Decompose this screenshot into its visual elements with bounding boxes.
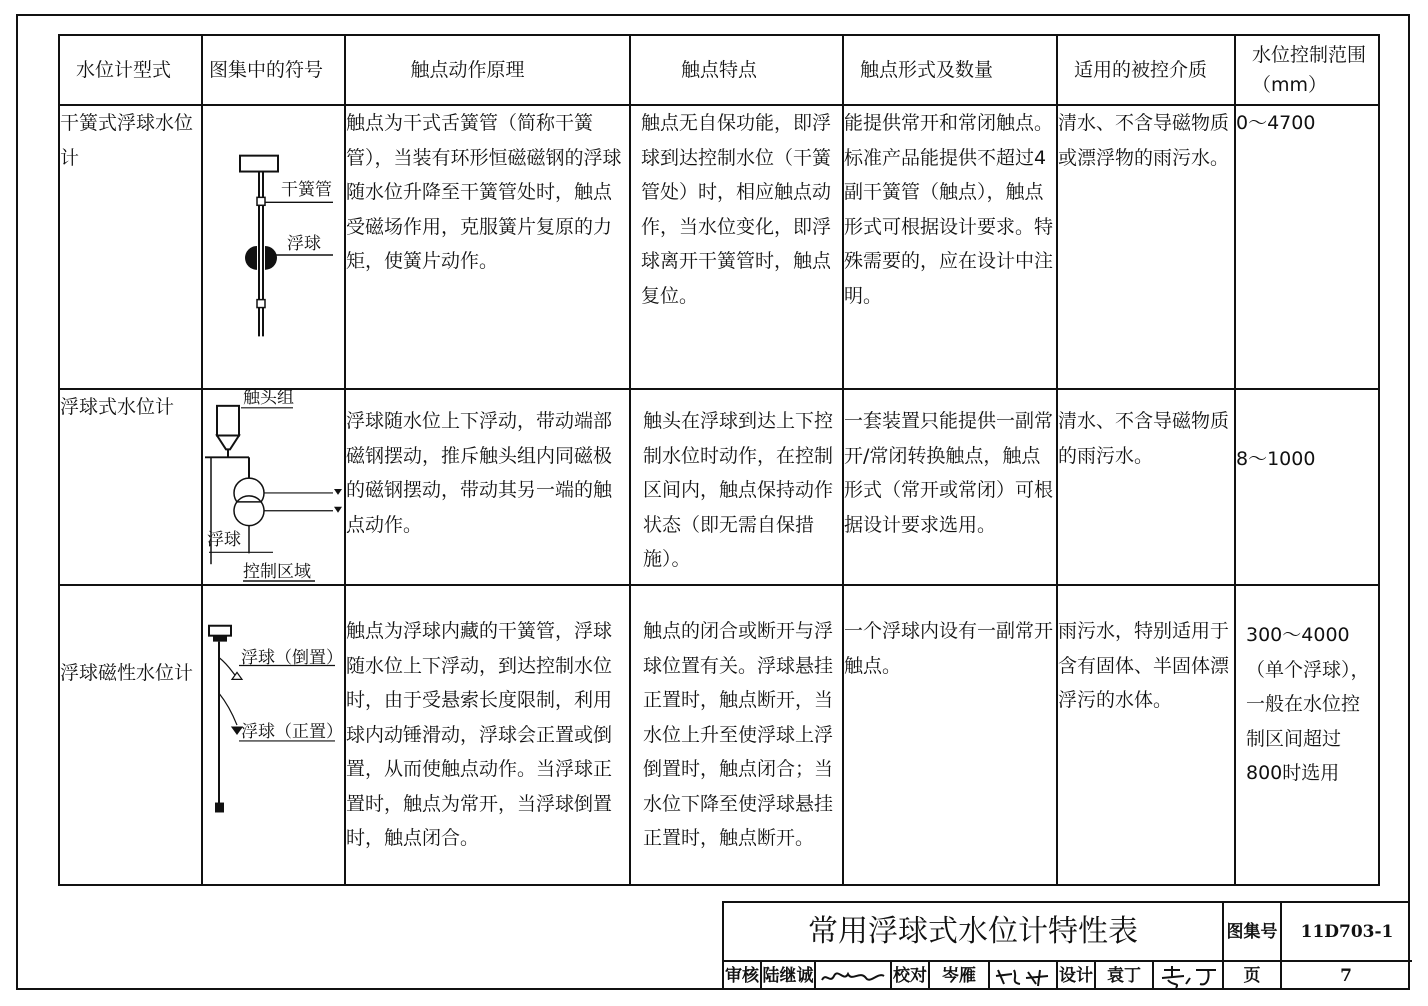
atlas-number: 11D703-1 [1282, 903, 1412, 962]
row1-symbol [202, 105, 345, 389]
header-principle: 触点动作原理 [345, 35, 630, 105]
page-label: 页 [1224, 962, 1282, 990]
signature-row [724, 962, 1410, 990]
drawing-title: 常用浮球式水位计特性表 [724, 903, 1224, 962]
design-label: 设计 [1058, 962, 1096, 990]
page-number: 7 [1340, 966, 1352, 986]
row2-symbol [202, 389, 345, 585]
float-upright-label: 浮球（正置） [241, 722, 343, 742]
float-label: 浮球 [287, 234, 321, 254]
checker-signature [990, 962, 1058, 990]
title-block [722, 901, 1410, 990]
table-row [59, 585, 1379, 885]
header-feature: 触点特点 [630, 35, 843, 105]
reviewer-name: 陆继诚 [762, 962, 816, 990]
row3-type: 浮球磁性水位计 [59, 585, 202, 885]
row3-range: 300～4000（单个浮球），一般在水位控制区间超过800时选用 [1235, 585, 1379, 885]
row1-media: 清水、不含导磁物质或漂浮物的雨污水。 [1057, 105, 1235, 389]
float-switch-symbol [203, 390, 345, 584]
atlas-number-label: 图集号 [1224, 903, 1282, 962]
row2-type: 浮球式水位计 [59, 389, 202, 585]
table-row [59, 389, 1379, 585]
checker-name: 岑雁 [930, 962, 990, 990]
row1-form: 能提供常开和常闭触点。标准产品能提供不超过4副干簧管（触点），触点形式可根据设计要求。特殊需要的，应在设计中注明。 [843, 105, 1057, 389]
contact-group-label: 触头组 [243, 388, 294, 408]
reed-float-symbol [203, 106, 345, 388]
header-row [59, 35, 1379, 105]
row1-range: 0～4700 [1235, 105, 1379, 389]
designer-signature-mark [1156, 964, 1222, 988]
check-label: 校对 [892, 962, 930, 990]
row2-form: 一套装置只能提供一副常开/常闭转换触点，触点形式（常开或常闭）可根据设计要求选用。 [843, 389, 1057, 585]
float-label: 浮球 [207, 530, 241, 550]
row2-range: 8～1000 [1235, 389, 1379, 585]
checker-signature-mark [992, 964, 1056, 988]
designer-signature [1154, 962, 1224, 990]
header-type: 水位计型式 [59, 35, 202, 105]
header-range-label: 水位控制范围 [1252, 44, 1367, 66]
float-inverted-label: 浮球（倒置） [241, 648, 343, 668]
header-form: 触点形式及数量 [843, 35, 1057, 105]
row3-principle: 触点为浮球内藏的干簧管，浮球随水位上下浮动，到达控制水位时，由于受悬索长度限制，利用球内动锤滑动，浮球会正置或倒置，从而使触点动作。当浮球正置时，触点为常开，当浮球倒置时，触点闭合。 [345, 585, 630, 885]
row2-media: 清水、不含导磁物质的雨污水。 [1057, 389, 1235, 585]
row3-form: 一个浮球内设有一副常开触点。 [843, 585, 1057, 885]
characteristics-table [58, 34, 1380, 886]
reviewer-signature-mark [818, 964, 888, 988]
row1-type: 干簧式浮球水位计 [59, 105, 202, 389]
reed-tube-label: 干簧管 [281, 180, 332, 200]
header-symbol: 图集中的符号 [202, 35, 345, 105]
row3-feature: 触点的闭合或断开与浮球位置有关。浮球悬挂正置时，触点断开，当水位上升至使浮球上浮倒置时，触点闭合；当水位下降至使浮球悬挂正置时，触点断开。 [630, 585, 843, 885]
reviewer-signature [816, 962, 892, 990]
row2-feature: 触头在浮球到达上下控制水位时动作，在控制区间内，触点保持动作状态（即无需自保措施）。 [630, 389, 843, 585]
designer-name: 袁丁 [1096, 962, 1154, 990]
control-zone-label: 控制区域 [243, 562, 311, 582]
row1-feature: 触点无自保功能，即浮球到达控制水位（干簧管处）时，相应触点动作，当水位变化，即浮球离开干簧管时，触点复位。 [630, 105, 843, 389]
row1-principle: 触点为干式舌簧管（简称干簧管），当装有环形恒磁磁钢的浮球随水位升降至干簧管处时，触点受磁场作用，克服簧片复原的力矩，使簧片动作。 [345, 105, 630, 389]
row3-media: 雨污水，特别适用于含有固体、半固体漂浮污的水体。 [1057, 585, 1235, 885]
review-label: 审核 [724, 962, 762, 990]
header-range [1235, 35, 1379, 105]
row2-principle: 浮球随水位上下浮动，带动端部磁钢摆动，推斥触头组内同磁极的磁钢摆动，带动其另一端的触点动作。 [345, 389, 630, 585]
header-range-unit: （mm） [1252, 74, 1328, 96]
header-media: 适用的被控介质 [1057, 35, 1235, 105]
table-row [59, 105, 1379, 389]
row3-symbol [202, 585, 345, 885]
